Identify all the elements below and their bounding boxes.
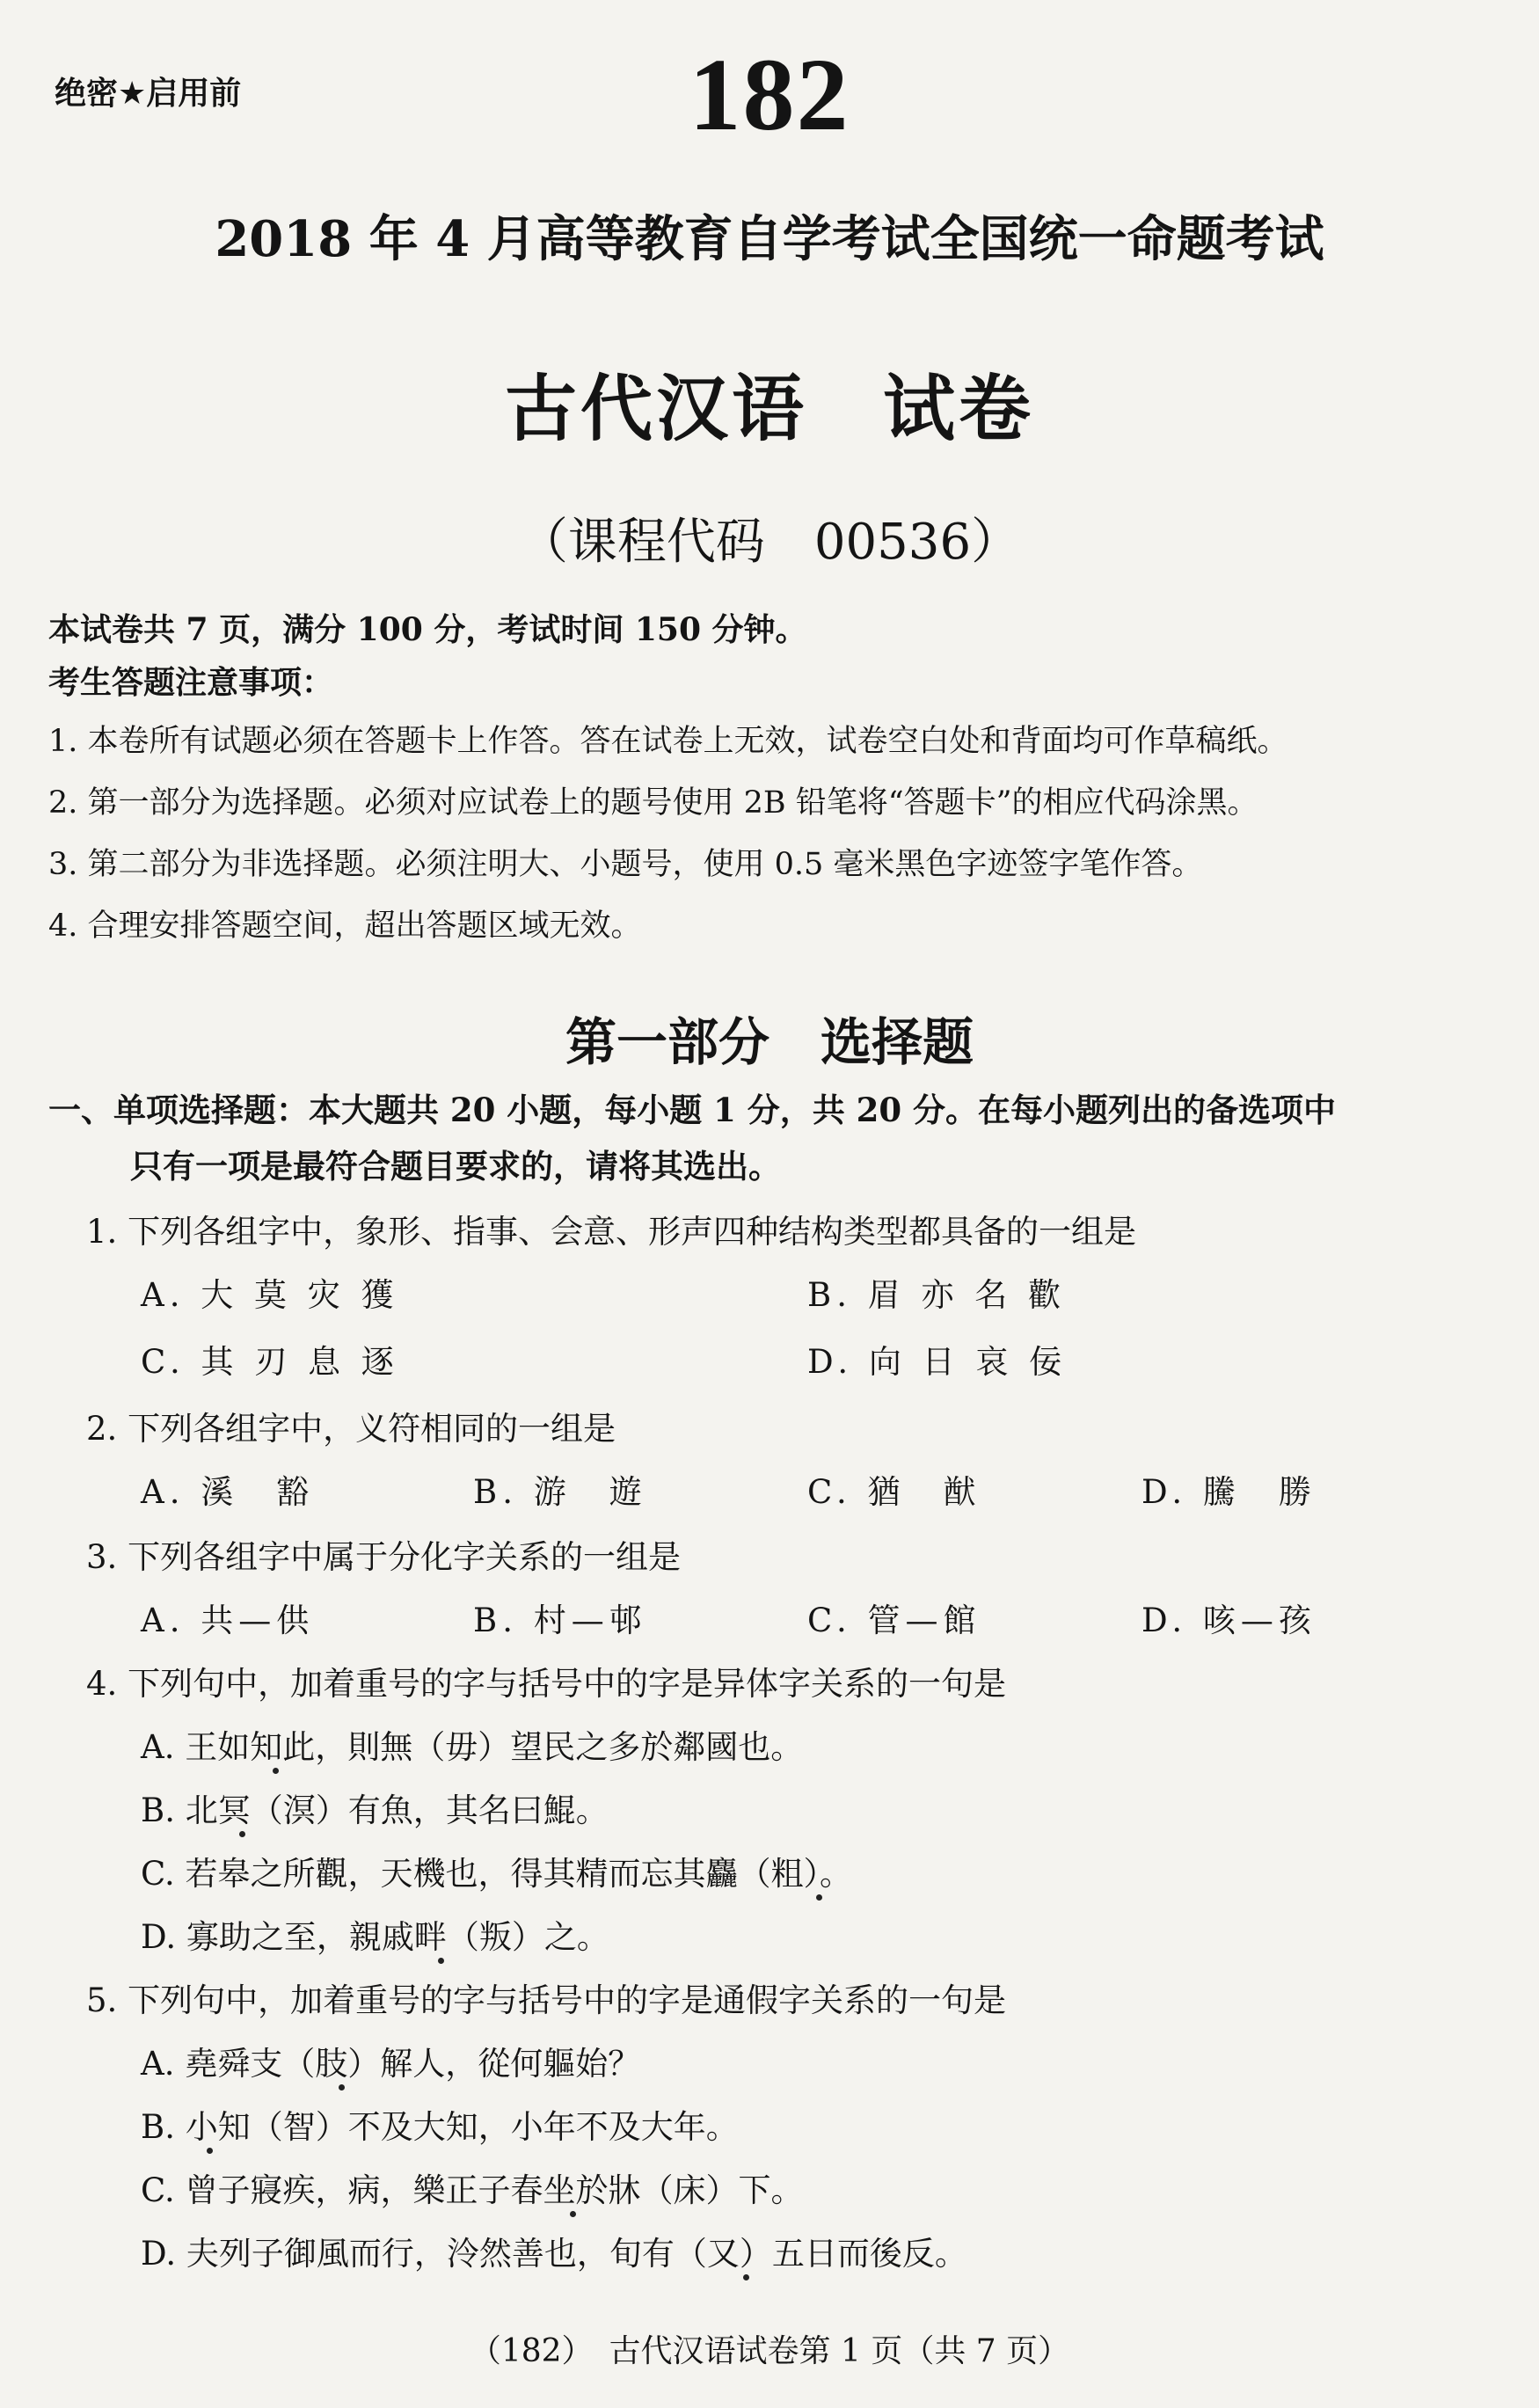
exam-title: 2018 年 4 月高等教育自学考试全国统一命题考试 (215, 210, 1324, 268)
option-c: C. 若皋之所觀，天機也，得其精而忘其麤（粗）。 (141, 1855, 853, 1893)
option-b: B. 游 遊 (473, 1473, 647, 1511)
exam-summary: 本试卷共 7 页，满分 100 分，考试时间 150 分钟。 (48, 611, 807, 648)
question-stem: 5. 下列句中，加着重号的字与括号中的字是通假字关系的一句是 (86, 1981, 1007, 2019)
emphasis-dot (207, 2148, 213, 2154)
option-b: B. 村—邨 (473, 1602, 647, 1639)
notice-item: 2. 第一部分为选择题。必须对应试卷上的题号使用 2B 铅笔将“答题卡”的相应代码涂黑。 (48, 785, 1258, 821)
part-title: 第一部分 选择题 (565, 1012, 974, 1072)
section-heading: 一、单项选择题：本大题共 20 小题，每小题 1 分，共 20 分。在每小题列出的备选项中 (48, 1091, 1337, 1129)
emphasis-dot (743, 2274, 749, 2280)
emphasis-dot (816, 1894, 822, 1901)
section-heading-cont: 只有一项是最符合题目要求的，请将其选出。 (130, 1147, 781, 1186)
notice-item: 4. 合理安排答题空间，超出答题区域无效。 (48, 908, 642, 944)
notice-item: 1. 本卷所有试题必须在答题卡上作答。答在试卷上无效，试卷空白处和背面均可作草稿纸。 (48, 724, 1288, 759)
option-d: D. 寡助之至，親戚畔（叛）之。 (141, 1918, 609, 1956)
option-a: A. 大 莫 灾 獲 (141, 1276, 399, 1314)
option-d: D. 咳—孩 (1141, 1602, 1317, 1639)
option-d: D. 向 日 哀 佞 (807, 1343, 1068, 1381)
emphasis-dot (239, 1831, 245, 1837)
notice-title: 考生答题注意事项： (48, 664, 334, 701)
option-c: C. 曾子寢疾，病，樂正子春坐於牀（床）下。 (141, 2171, 804, 2209)
option-a: A. 溪 豁 (141, 1473, 315, 1511)
question-stem: 3. 下列各组字中属于分化字关系的一组是 (86, 1538, 682, 1576)
notice-item: 3. 第二部分为非选择题。必须注明大、小题号，使用 0.5 毫米黑色字迹签字笔作答。 (48, 847, 1203, 882)
emphasis-dot (438, 1958, 444, 1964)
option-d: D. 夫列子御風而行，泠然善也，旬有（又）五日而後反。 (141, 2235, 967, 2273)
option-c: C. 猶 猷 (807, 1473, 981, 1511)
emphasis-dot (273, 1768, 279, 1774)
option-a: A. 堯舜支（肢）解人，從何軀始？ (141, 2045, 641, 2083)
option-b: B. 北冥（溟）有魚，其名曰鯤。 (141, 1791, 609, 1829)
emphasis-dot (570, 2211, 576, 2217)
paper-title: 古代汉语 试卷 (504, 367, 1034, 451)
paper-number: 182 (689, 37, 850, 152)
option-b: B. 眉 亦 名 歡 (807, 1276, 1066, 1314)
page-footer: （182） 古代汉语试卷第 1 页（共 7 页） (469, 2333, 1070, 2369)
option-c: C. 管—館 (807, 1602, 981, 1639)
option-b: B. 小知（智）不及大知，小年不及大年。 (141, 2108, 739, 2146)
question-stem: 1. 下列各组字中，象形、指事、会意、形声四种结构类型都具备的一组是 (86, 1213, 1137, 1251)
question-stem: 2. 下列各组字中，义符相同的一组是 (86, 1410, 616, 1448)
confidential-label: 绝密★启用前 (55, 76, 242, 112)
question-stem: 4. 下列句中，加着重号的字与括号中的字是异体字关系的一句是 (86, 1665, 1007, 1703)
emphasis-dot (339, 2084, 345, 2091)
option-d: D. 騰 勝 (1141, 1473, 1317, 1511)
option-a: A. 共—供 (141, 1602, 315, 1639)
option-c: C. 其 刃 息 逐 (141, 1343, 399, 1381)
course-code: （课程代码 00536） (518, 514, 1021, 571)
option-a: A. 王如知此，則無（毋）望民之多於鄰國也。 (141, 1728, 804, 1766)
